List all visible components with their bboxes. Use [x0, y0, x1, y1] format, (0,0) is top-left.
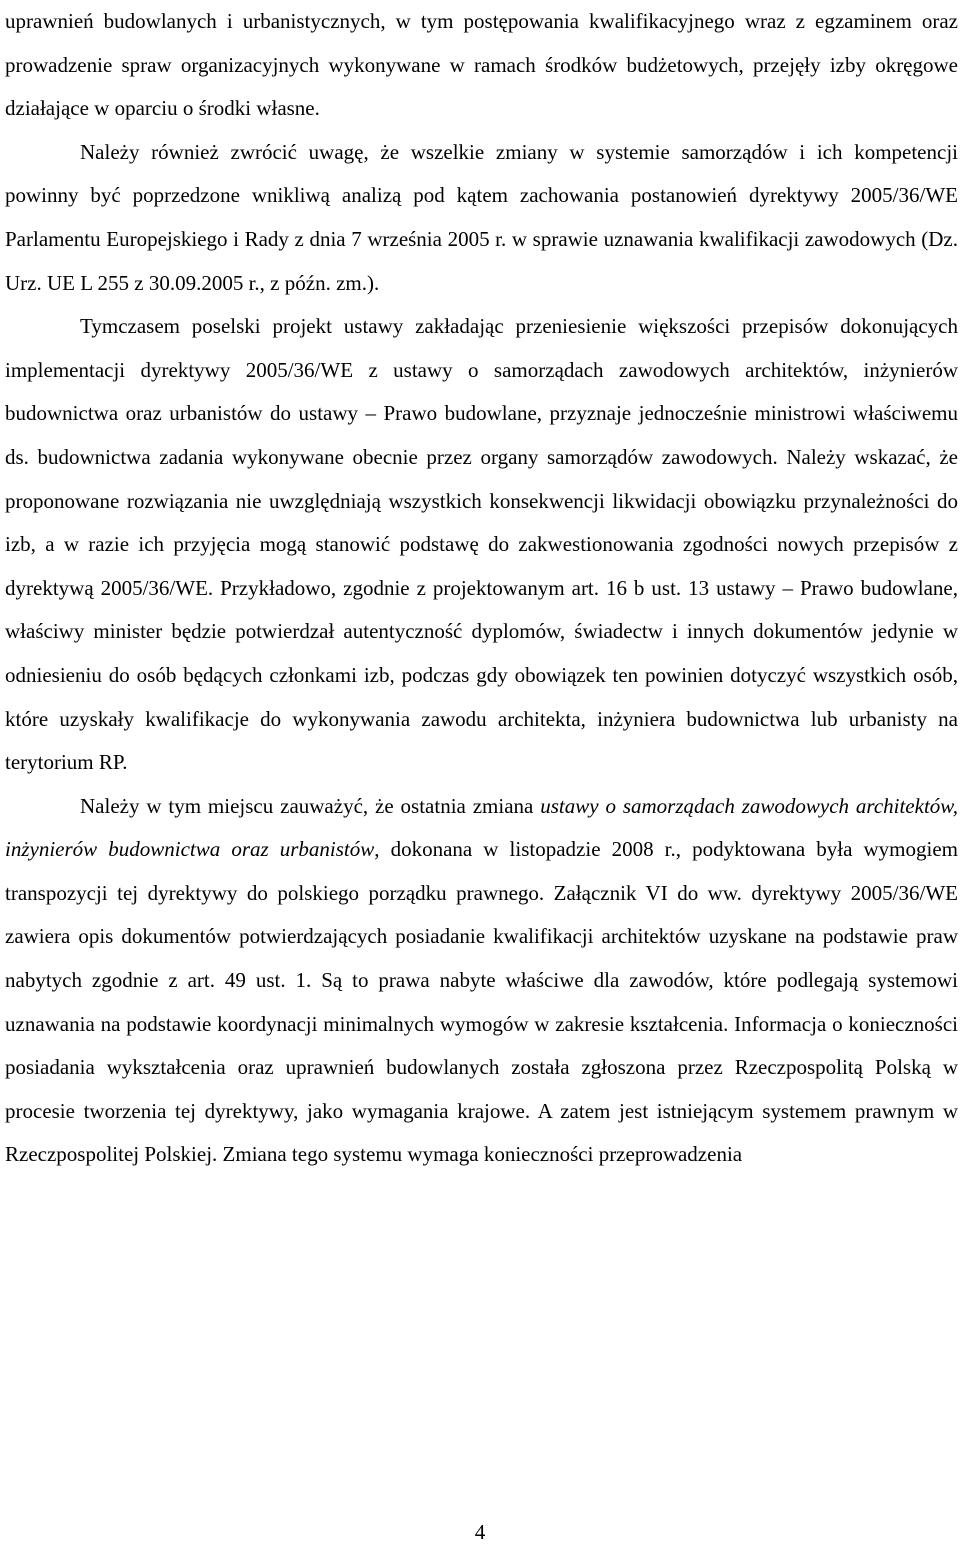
- paragraph: [5, 305, 958, 785]
- text-run: Należy w tym miejscu zauważyć, że ostatnia zmiana: [80, 793, 541, 818]
- italic-text-run: ustawy o samorządach zawodowych architektów, inżynierów budownictwa oraz urbanistów: [5, 793, 958, 862]
- body-text: [5, 0, 958, 1177]
- text-run: , dokonana w listopadzie 2008 r., podyktowana była wymogiem transpozycji tej dyrektywy do polskiego porządku prawnego. Załącznik VI do ww. dyrektywy 2005/36/WE zawiera opis dokumentów potwierdzających posiadanie kwalifikacji architektów uzyskane na podstawie praw nabytych zgodnie z art. 49 ust. 1. Są to prawa nabyte właściwe dla zawodów, które podlegają systemowi uznawania na podstawie koordynacji minimalnych wymogów w zakresie kształcenia. Informacja o konieczności posiadania wykształcenia oraz uprawnień budowlanych została zgłoszona przez Rzeczpospolitą Polską w procesie tworzenia tej dyrektywy, jako wymagania krajowe. A zatem jest istniejącym systemem prawnym w Rzeczpospolitej Polskiej. Zmiana tego systemu wymaga konieczności przeprowadzenia: [5, 837, 959, 1167]
- text-run: Tymczasem poselski projekt ustawy zakładając przeniesienie większości przepisów dokonujących implementacji dyrektywy 2005/36/WE z ustawy o samorządach zawodowych architektów, inżynierów budownictwa oraz urbanistów do ustawy – Prawo budowlane, przyznaje jednocześnie ministrowi właściwemu ds. budownictwa zadania wykonywane obecnie przez organy samorządów zawodowych. Należy wskazać, że proponowane rozwiązania nie uwzględniają wszystkich konsekwencji likwidacji obowiązku przynależności do izb, a w razie ich przyjęcia mogą stanowić podstawę do zakwestionowania zgodności nowych przepisów z dyrektywą 2005/36/WE. Przykładowo, zgodnie z projektowanym art. 16 b ust. 13 ustawy – Prawo budowlane, właściwy minister będzie potwierdzał autentyczność dyplomów, świadectw i innych dokumentów jedynie w odniesieniu do osób będących członkami izb, podczas gdy obowiązek ten powinien dotyczyć wszystkich osób, które uzyskały kwalifikacje do wykonywania zawodu architekta, inżyniera budownictwa lub urbanisty na terytorium RP.: [5, 314, 958, 775]
- page-number: 4: [474, 1520, 486, 1544]
- paragraph: [5, 0, 958, 131]
- paragraph: [5, 131, 958, 305]
- text-run: Należy również zwrócić uwagę, że wszelkie zmiany w systemie samorządów i ich kompetencji powinny być poprzedzone wnikliwą analizą pod kątem zachowania postanowień dyrektywy 2005/36/WE Parlamentu Europejskiego i Rady z dnia 7 września 2005 r. w sprawie uznawania kwalifikacji zawodowych (Dz. Urz. UE L 255 z 30.09.2005 r., z późn. zm.).: [5, 139, 958, 295]
- text-run: uprawnień budowlanych i urbanistycznych, w tym postępowania kwalifikacyjnego wraz z egzaminem oraz prowadzenie spraw organizacyjnych wykonywane w ramach środków budżetowych, przejęły izby okręgowe działające w oparciu o środki własne.: [5, 9, 958, 121]
- paragraph: [5, 785, 958, 1177]
